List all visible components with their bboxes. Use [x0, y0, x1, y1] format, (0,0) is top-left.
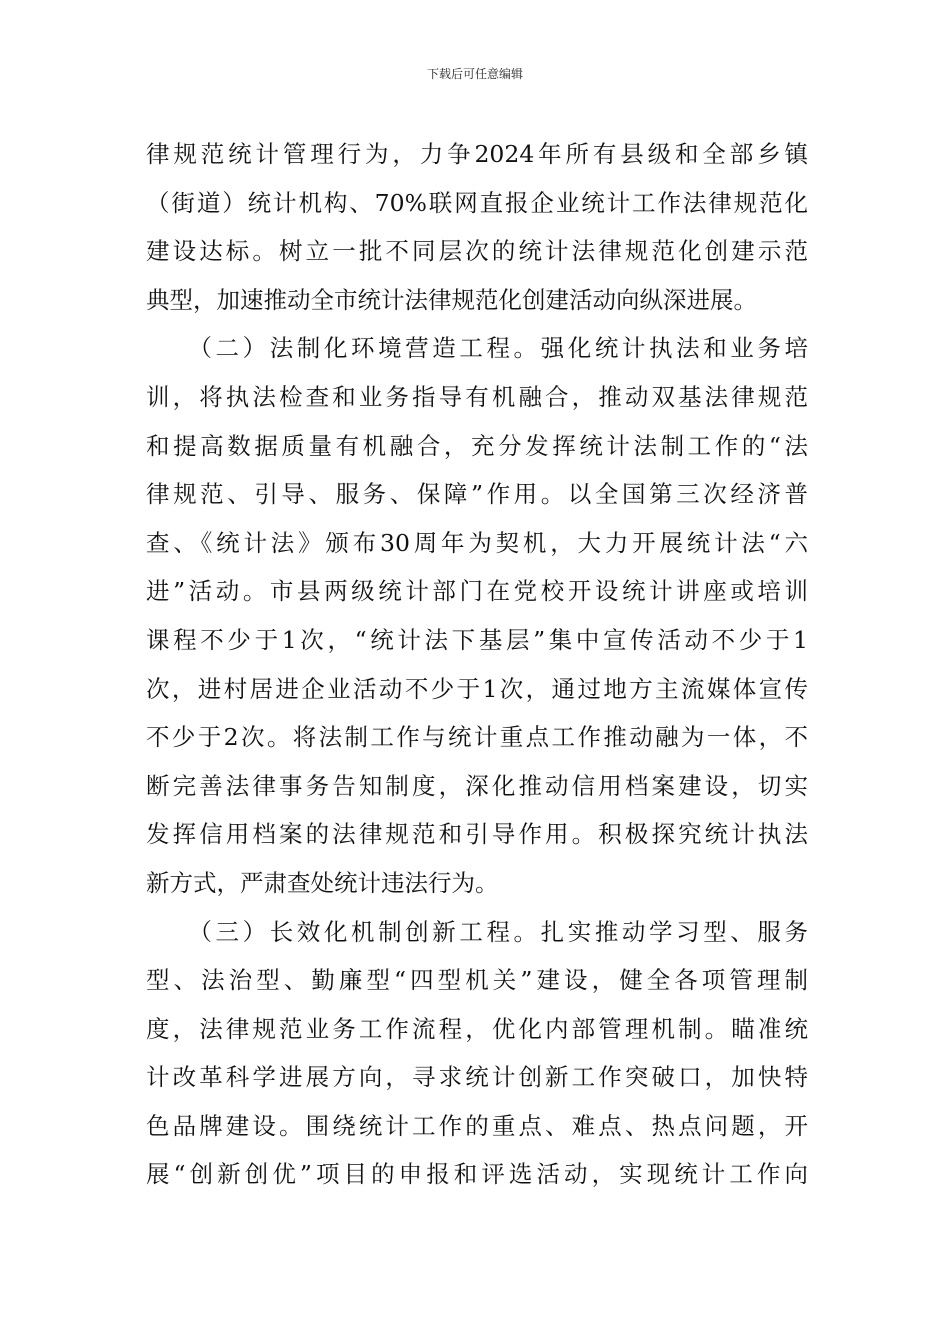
text-line: 次，进村居进企业活动不少于1次，通过地方主流媒体宣传: [146, 674, 808, 703]
text-line: 训，将执法检查和业务指导有机融合，推动双基法律规范: [146, 382, 808, 411]
text-line: 进”活动。市县两级统计部门在党校开设统计讲座或培训: [146, 577, 808, 606]
paragraph-continuation: [146, 130, 808, 324]
text-line: 律规范统计管理行为，力争2024年所有县级和全部乡镇: [146, 140, 808, 168]
text-line: 律规范、引导、服务、保障”作用。以全国第三次经济普: [146, 480, 808, 509]
text-line: 建设达标。树立一批不同层次的统计法律规范化创建示范: [146, 237, 808, 266]
text-line: 展“创新创优”项目的申报和评选活动，实现统计工作向: [146, 1160, 808, 1189]
text-line: 型、法治型、勤廉型“四型机关”建设，健全各项管理制: [146, 966, 808, 995]
text-line: 不少于2次。将法制工作与统计重点工作推动融为一体，不: [146, 723, 808, 752]
text-line: 断完善法律事务告知制度，深化推动信用档案建设，切实: [146, 771, 808, 800]
page-header: 下载后可任意编辑: [426, 67, 523, 81]
text-line: （三）长效化机制创新工程。扎实推动学习型、服务: [146, 917, 808, 946]
text-line: 发挥信用档案的法律规范和引导作用。积极探究统计执法: [146, 820, 808, 849]
text-line: 色品牌建设。围绕统计工作的重点、难点、热点问题，开: [146, 1111, 808, 1140]
text-line: 查、《统计法》颁布30周年为契机，大力开展统计法“六: [146, 528, 808, 557]
text-line: 度，法律规范业务工作流程，优化内部管理机制。瞄准统: [146, 1014, 808, 1043]
text-line: 典型，加速推动全市统计法律规范化创建活动向纵深进展。: [146, 285, 757, 314]
text-line: （二）法制化环境营造工程。强化统计执法和业务培: [146, 334, 808, 363]
body-text: [146, 130, 808, 1199]
text-line: 课程不少于1次，“统计法下基层”集中宣传活动不少于1: [146, 625, 808, 654]
text-line: 计改革科学进展方向，寻求统计创新工作突破口，加快特: [146, 1063, 808, 1092]
text-line: （街道）统计机构、70%联网直报企业统计工作法律规范化: [146, 188, 808, 217]
paragraph-legal-environment: [146, 324, 808, 907]
text-line: 和提高数据质量有机融合，充分发挥统计法制工作的“法: [146, 431, 808, 460]
paragraph-mechanism-innovation: [146, 908, 808, 1200]
text-line: 新方式，严肃查处统计违法行为。: [146, 868, 499, 897]
